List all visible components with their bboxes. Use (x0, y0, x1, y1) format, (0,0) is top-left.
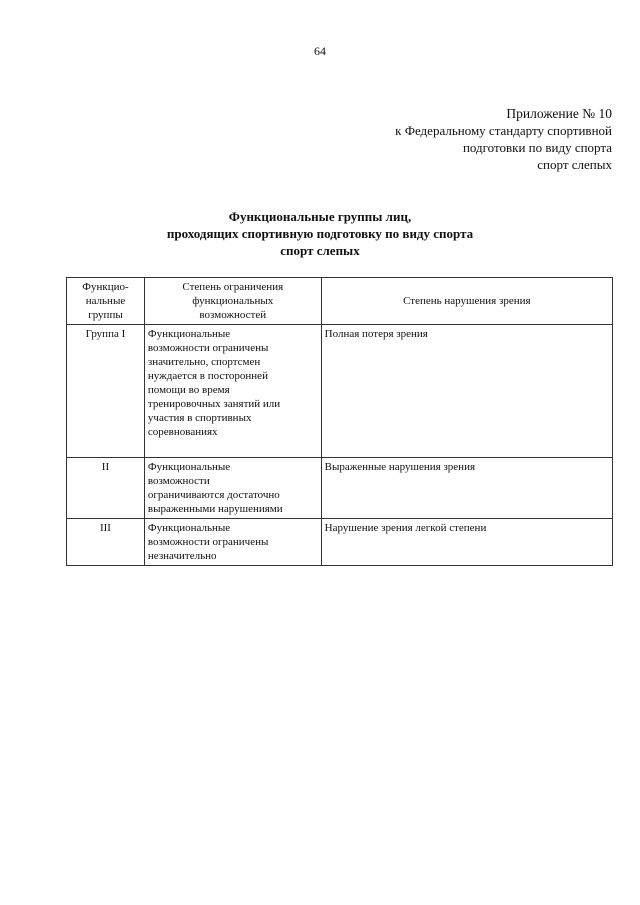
cell-line: Функциональные (147, 461, 231, 473)
header-line: функциональных (192, 295, 274, 307)
group-cell: Группа I (67, 325, 145, 458)
header-limitation-degree (144, 278, 321, 325)
group-cell: III (67, 519, 145, 566)
header-line: группы (88, 309, 123, 321)
cell-line: незначительно (147, 550, 217, 562)
appendix-line: спорт слепых (537, 157, 612, 172)
limitation-cell (144, 519, 321, 566)
header-line: Функцио- (82, 281, 129, 293)
page-number: 64 (314, 44, 326, 58)
cell-line: соревнованиях (147, 426, 218, 438)
cell-line: значительно, спортсмен (147, 356, 261, 368)
vision-cell: Нарушение зрения легкой степени (321, 519, 612, 566)
group-cell: II (67, 458, 145, 519)
cell-line: Функциональные (147, 522, 231, 534)
appendix-line: к Федеральному стандарту спортивной (395, 123, 612, 138)
cell-line: возможности ограничены (147, 342, 269, 354)
appendix-line: подготовки по виду спорта (462, 140, 612, 155)
cell-line: возможности ограничены (147, 536, 269, 548)
header-functional-groups (67, 278, 145, 325)
document-title (0, 208, 640, 259)
limitation-cell (144, 325, 321, 458)
cell-line: Функциональные (147, 328, 231, 340)
table-row (67, 325, 613, 458)
table-header-row (67, 278, 613, 325)
functional-groups-table (66, 277, 613, 566)
cell-line: ограничиваются достаточно (147, 489, 280, 501)
vision-cell: Выраженные нарушения зрения (321, 458, 612, 519)
header-line: нальные (85, 295, 126, 307)
appendix-title: Приложение № 10 (506, 106, 612, 121)
limitation-cell (144, 458, 321, 519)
cell-line: возможности (147, 475, 210, 487)
title-line: Функциональные группы лиц, (228, 209, 412, 224)
cell-line: участия в спортивных (147, 412, 252, 424)
cell-line: тренировочных занятий или (147, 398, 281, 410)
cell-line: нуждается в посторонней (147, 370, 268, 382)
appendix-block (395, 105, 612, 173)
vision-cell: Полная потеря зрения (321, 325, 612, 458)
table-row (67, 458, 613, 519)
cell-line: выраженными нарушениями (147, 503, 283, 515)
title-line: проходящих спортивную подготовку по виду спорта (166, 226, 474, 241)
header-vision-impairment (321, 278, 612, 325)
table-row (67, 519, 613, 566)
cell-line: помощи во время (147, 384, 230, 396)
header-line: Степень ограничения (182, 281, 284, 293)
header-line: Степень нарушения зрения (403, 295, 531, 307)
title-line: спорт слепых (280, 243, 360, 258)
header-line: возможностей (199, 309, 267, 321)
